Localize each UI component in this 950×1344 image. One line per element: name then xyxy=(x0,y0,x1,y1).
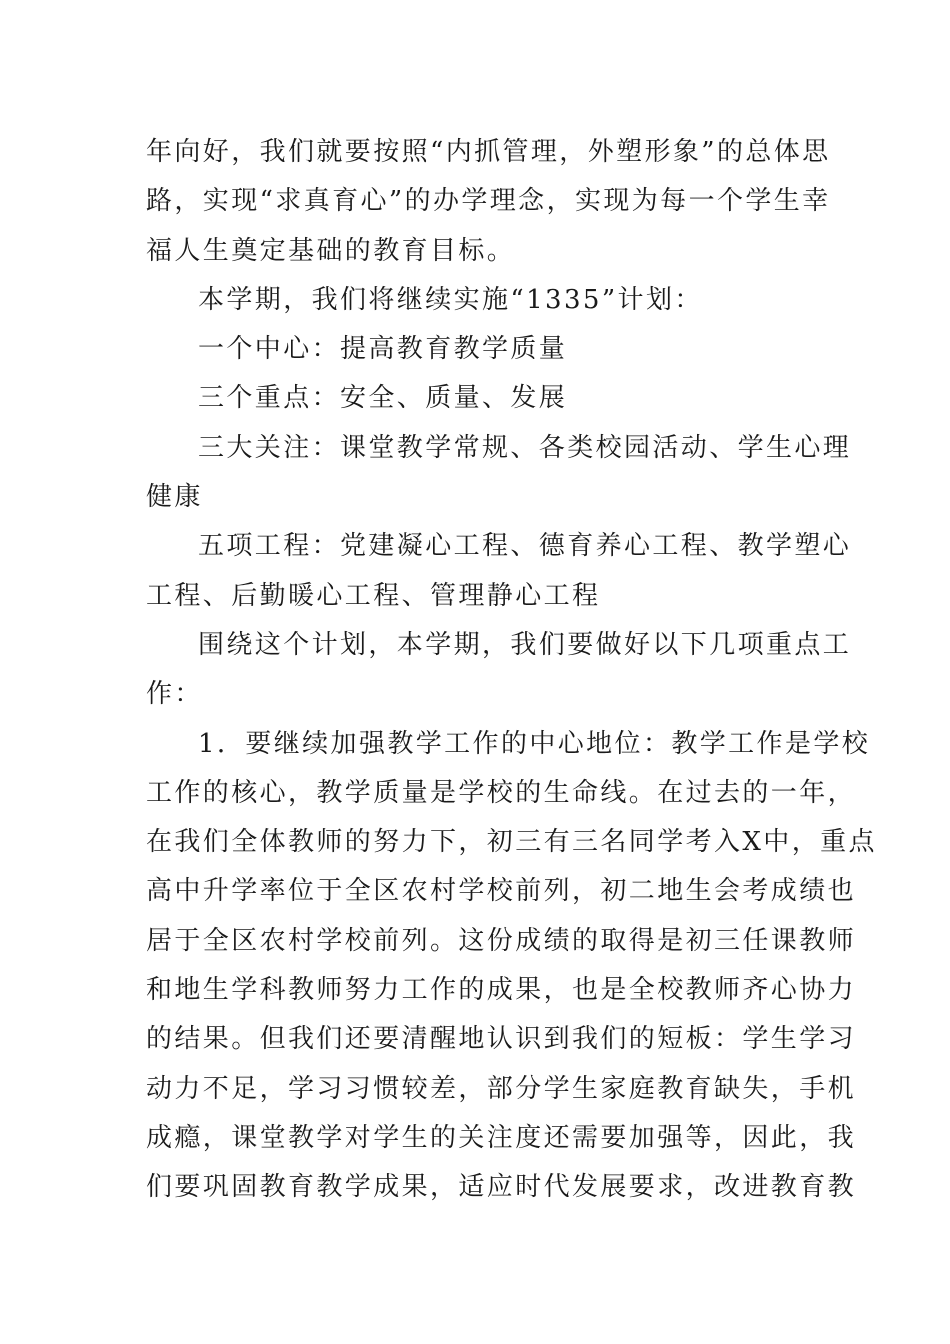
text-line: 的结果。但我们还要清醒地认识到我们的短板：学生学习 xyxy=(146,1024,857,1055)
text-line: 工作的核心，教学质量是学校的生命线。在过去的一年， xyxy=(146,777,857,808)
text-line: 年向好，我们就要按照“内抓管理，外塑形象”的总体思 xyxy=(146,137,831,167)
text-line: 工程、后勤暖心工程、管理静心工程 xyxy=(146,580,601,611)
text-line: 三个重点：安全、质量、发展 xyxy=(198,383,568,414)
text-line: 围绕这个计划，本学期，我们要做好以下几项重点工 xyxy=(198,629,852,660)
text-line: 和地生学科教师努力工作的成果，也是全校教师齐心协力 xyxy=(146,975,857,1006)
text-line: 一个中心：提高教育教学质量 xyxy=(198,334,568,365)
text-line: 路，实现“求真育心”的办学理念，实现为每一个学生幸 xyxy=(146,186,831,217)
text-line: 1．要继续加强教学工作的中心地位：教学工作是学校 xyxy=(198,728,871,759)
text-line: 居于全区农村学校前列。这份成绩的取得是初三任课教师 xyxy=(146,925,857,956)
text-line: 在我们全体教师的努力下，初三有三名同学考入X中，重点 xyxy=(146,827,877,858)
text-line: 福人生奠定基础的教育目标。 xyxy=(146,235,516,266)
text-line: 作： xyxy=(146,679,203,710)
text-line: 高中升学率位于全区农村学校前列，初二地生会考成绩也 xyxy=(146,876,857,907)
text-line: 健康 xyxy=(146,482,203,513)
text-line: 们要巩固教育教学成果，适应时代发展要求，改进教育教 xyxy=(146,1172,857,1203)
text-line: 成瘾，课堂教学对学生的关注度还需要加强等，因此，我 xyxy=(146,1122,857,1153)
text-line: 本学期，我们将继续实施“1335”计划： xyxy=(198,284,703,315)
document-body xyxy=(146,128,877,1213)
text-line: 五项工程：党建凝心工程、德育养心工程、教学塑心 xyxy=(198,531,852,562)
text-line: 三大关注：课堂教学常规、各类校园活动、学生心理 xyxy=(198,432,852,463)
text-line: 动力不足，学习习惯较差，部分学生家庭教育缺失，手机 xyxy=(146,1073,857,1104)
